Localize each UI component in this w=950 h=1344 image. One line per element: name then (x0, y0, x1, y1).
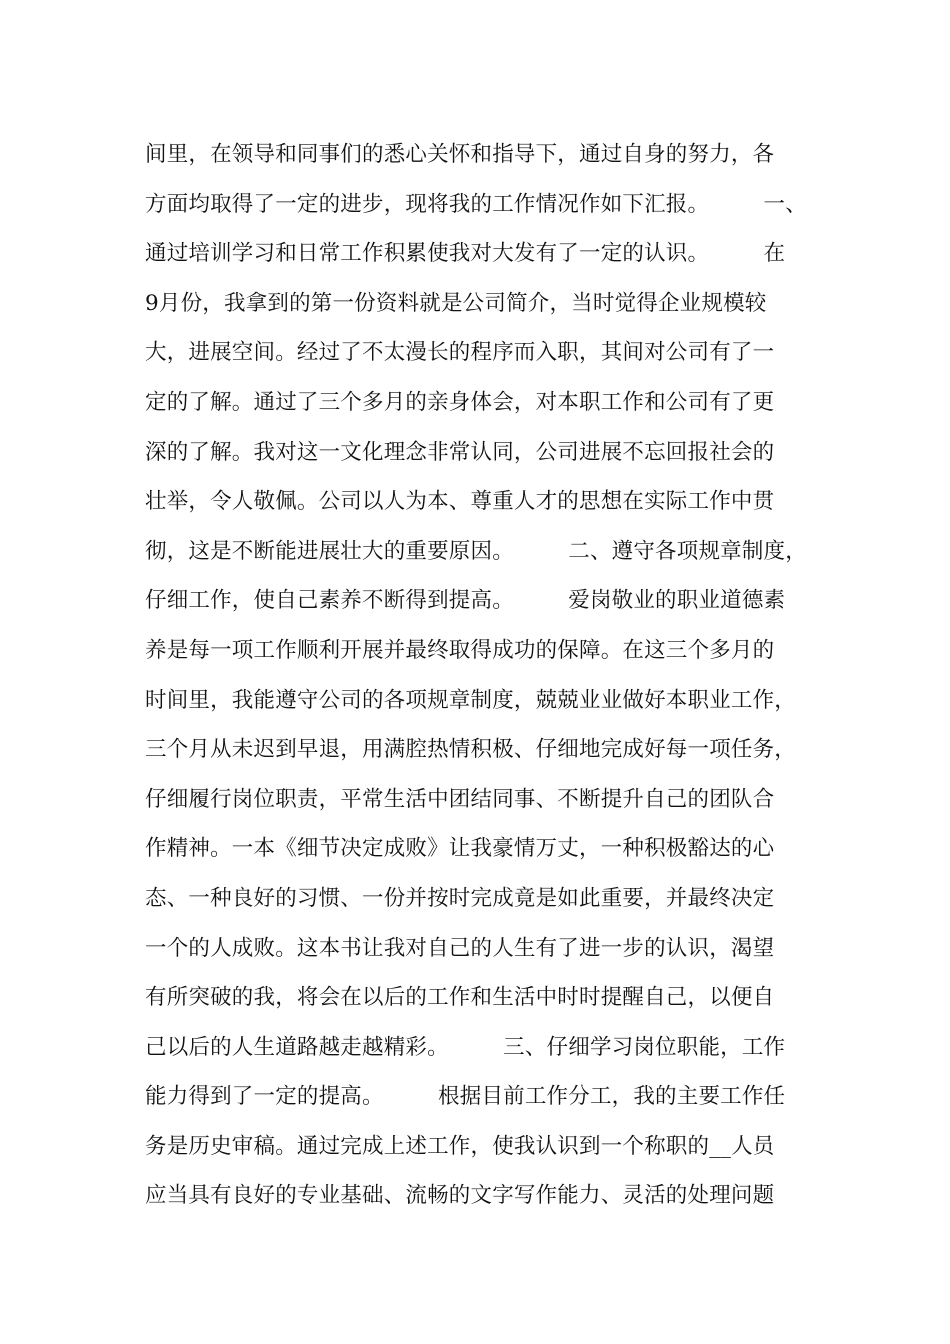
text-line-10: 仔细工作，使自己素养不断得到提高。 爱岗敬业的职业道德素 (145, 588, 786, 614)
text-line-14: 仔细履行岗位职责，平常生活中团结同事、不断提升自己的团队合 (145, 786, 775, 812)
text-line-22: 应当具有良好的专业基础、流畅的文字写作能力、灵活的处理问题 (145, 1183, 775, 1209)
text-line-8: 壮举，令人敬佩。公司以人为本、尊重人才的思想在实际工作中贯 (145, 489, 775, 515)
text-line-3: 通过培训学习和日常工作积累使我对大发有了一定的认识。 在 (145, 241, 786, 267)
text-line-13: 三个月从未迟到早退，用满腔热情积极、仔细地完成好每一项任务， (145, 737, 797, 763)
text-line-5: 大，进展空间。经过了不太漫长的程序而入职，其间对公司有了一 (145, 340, 775, 366)
text-line-21: 务是历史审稿。通过完成上述工作，使我认识到一个称职的__人员 (145, 1133, 775, 1159)
text-line-15: 作精神。一本《细节决定成败》让我豪情万丈，一种积极豁达的心 (145, 836, 775, 862)
text-line-20: 能力得到了一定的提高。 根据目前工作分工，我的主要工作任 (145, 1084, 786, 1110)
body-text (145, 130, 825, 1221)
text-line-17: 一个的人成败。这本书让我对自己的人生有了进一步的认识，渴望 (145, 935, 775, 961)
text-line-2: 方面均取得了一定的进步，现将我的工作情况作如下汇报。 一、 (145, 191, 807, 217)
text-line-11: 养是每一项工作顺利开展并最终取得成功的保障。在这三个多月的 (145, 637, 775, 663)
text-line-1: 间里，在领导和同事们的悉心关怀和指导下，通过自身的努力，各 (145, 142, 775, 167)
text-line-19: 己以后的人生道路越走越精彩。 三、仔细学习岗位职能，工作 (145, 1034, 786, 1060)
text-line-18: 有所突破的我，将会在以后的工作和生活中时时提醒自己，以便自 (145, 985, 775, 1011)
text-line-6: 定的了解。通过了三个多月的亲身体会，对本职工作和公司有了更 (145, 389, 775, 415)
text-line-7: 深的了解。我对这一文化理念非常认同，公司进展不忘回报社会的 (145, 439, 775, 465)
text-line-9: 彻，这是不断能进展壮大的重要原因。 二、遵守各项规章制度， (145, 538, 807, 564)
text-line-16: 态、一种良好的习惯、一份并按时完成竟是如此重要，并最终决定 (145, 885, 775, 911)
text-line-4: 9月份，我拿到的第一份资料就是公司简介，当时觉得企业规模较 (145, 290, 767, 316)
text-line-12: 时间里，我能遵守公司的各项规章制度，兢兢业业做好本职业工作， (145, 687, 797, 713)
